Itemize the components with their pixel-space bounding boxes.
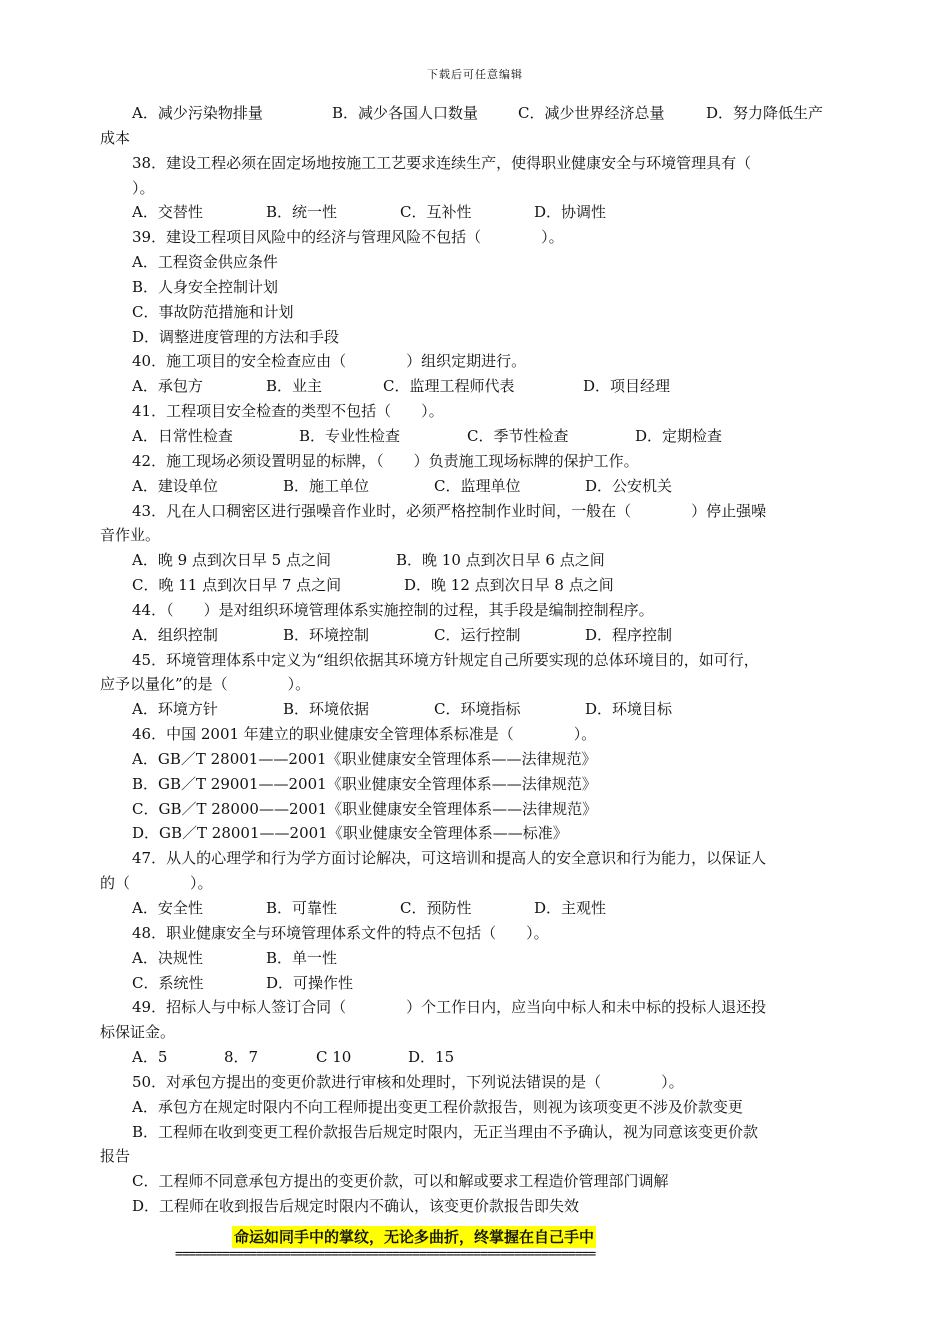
page-header: 下载后可任意编辑 [427,68,523,81]
q44-option-b: B．环境控制 [283,625,370,644]
q47-option-d: D．主观性 [534,899,607,917]
q44-option-d: D．程序控制 [585,625,673,644]
q41-option-c: C．季节性检查 [467,426,569,445]
q43-options-line-2 [100,573,840,598]
q38-stem-continuation: ）。 [132,178,155,197]
q46-option-c: C．GB／T 28000——2001《职业健康安全管理体系——法律规范》 [132,799,598,818]
q50-option-b: B．工程师在收到变更工程价款报告后规定时限内，无正当理由不予确认，视为同意该变更价款 [132,1122,759,1141]
q50-option-c: C．工程师不同意承包方提出的变更价款，可以和解或要求工程造价管理部门调解 [132,1172,669,1191]
q43-option-b: B．晚 10 点到次日早 6 点之间 [396,551,605,570]
q41-option-a: A．日常性检查 [132,426,233,445]
q40-option-a: A．承包方 [132,377,203,396]
q41-options-line [100,424,840,449]
q43-options-line-1 [100,548,840,573]
q48-option-d: D．可操作性 [266,973,354,992]
q37-option-a: A．减少污染物排量 [132,104,263,122]
q38-option-b: B．统一性 [266,203,338,222]
q43-option-a: A．晚 9 点到次日早 5 点之间 [132,551,331,570]
q44-options-line [100,623,840,648]
q42-option-d: D．公安机关 [585,476,673,495]
q46-stem: 46．中国 2001 年建立的职业健康安全管理体系标准是（ ）。 [132,725,597,744]
q37-options-line [100,101,840,126]
footer-motto-banner: 命运如同手中的掌纹，无论多曲折，终掌握在自己手中 [234,1228,595,1246]
q44-stem: 44．（ ）是对组织环境管理体系实施控制的过程，其手段是编制控制程序。 [132,600,654,619]
q45-option-b: B．环境依据 [283,700,370,719]
q43-stem-continuation: 音作业。 [100,526,161,545]
q38-option-a: A．交替性 [132,203,203,222]
q47-option-b: B．可靠性 [266,899,338,917]
q39-option-b: B．人身安全控制计划 [132,277,279,296]
q46-option-d: D．GB／T 28001——2001《职业健康安全管理体系——标准》 [132,824,568,843]
q49-option-b: 8．7 [224,1048,259,1067]
q45-option-d: D．环境目标 [585,700,673,719]
q37-option-b: B．减少各国人口数量 [332,104,479,122]
q43-option-d: D．晚 12 点到次日早 8 点之间 [404,576,614,595]
q38-option-c: C．互补性 [400,203,472,222]
q42-option-c: C．监理单位 [434,476,521,495]
q47-stem-continuation: 的（ ）。 [100,874,213,893]
q44-option-c: C．运行控制 [434,625,521,644]
q39-option-a: A．工程资金供应条件 [132,253,278,272]
q41-stem: 41．工程项目安全检查的类型不包括（ ）。 [132,402,444,421]
q45-options-line [100,697,840,722]
q48-option-b: B．单一性 [266,948,338,967]
q42-stem: 42．施工现场必须设置明显的标牌，（ ）负责施工现场标牌的保护工作。 [132,451,639,470]
q43-stem: 43．凡在人口稠密区进行强噪音作业时，必须严格控制作业时间，一般在（ ）停止强噪 [132,501,767,520]
q49-stem: 49．招标人与中标人签订合同（ ）个工作日内，应当向中标人和未中标的投标人退还投 [132,998,767,1017]
question-list [100,101,840,1219]
q46-option-a: A．GB／T 28001——2001《职业健康安全管理体系——法律规范》 [132,749,597,768]
q50-option-b-continuation: 报告 [100,1147,131,1166]
q45-option-a: A．环境方针 [132,700,218,719]
q39-option-d: D．调整进度管理的方法和手段 [132,327,340,346]
q49-option-c: C 10 [316,1048,352,1067]
q38-stem: 38．建设工程必须在固定场地按施工工艺要求连续生产，使得职业健康安全与环境管理具有（ [132,153,752,172]
q42-option-b: B．施工单位 [283,476,370,495]
q48-stem: 48．职业健康安全与环境管理体系文件的特点不包括（ ）。 [132,923,549,942]
q42-options-line [100,474,840,499]
q41-option-d: D．定期检查 [635,426,723,445]
q49-option-a: A．5 [132,1048,168,1067]
q49-option-d: D．15 [408,1048,455,1067]
q38-option-d: D．协调性 [534,203,607,222]
q40-option-b: B．业主 [266,377,323,396]
q47-option-a: A．安全性 [132,899,203,917]
q40-option-d: D．项目经理 [583,377,671,396]
q40-option-c: C．监理工程师代表 [383,377,515,396]
q48-options-line-2 [100,971,840,996]
q46-option-b: B．GB／T 29001——2001《职业健康安全管理体系——法律规范》 [132,774,597,793]
q50-stem: 50．对承包方提出的变更价款进行审核和处理时，下列说法错误的是（ ）。 [132,1072,684,1091]
q39-option-c: C．事故防范措施和计划 [132,302,294,321]
q37-option-c: C．减少世界经济总量 [518,104,665,122]
q50-option-d: D．工程师在收到报告后规定时限内不确认，该变更价款报告即失效 [132,1197,580,1216]
q37-option-d: D．努力降低生产 [706,104,824,122]
q40-stem: 40．施工项目的安全检查应由（ ）组织定期进行。 [132,352,527,371]
q48-option-c: C．系统性 [132,973,204,992]
q49-stem-continuation: 标保证金。 [100,1023,176,1042]
q45-stem: 45．环境管理体系中定义为“组织依据其环境方针规定自己所要实现的总体环境目的，如可行， [132,650,759,669]
q48-option-a: A．决规性 [132,948,203,967]
q47-option-c: C．预防性 [400,899,472,917]
q42-option-a: A．建设单位 [132,476,218,495]
q40-options-line [100,374,840,399]
q37-option-d-continuation: 成本 [100,128,131,147]
q49-options-line [100,1045,840,1070]
q47-options-line [100,896,840,921]
q39-stem: 39．建设工程项目风险中的经济与管理风险不包括（ ）。 [132,228,564,247]
q43-option-c: C．晚 11 点到次日早 7 点之间 [132,576,342,595]
q38-options-line [100,200,840,225]
footer-divider: ============================================================== [175,1247,596,1262]
q48-options-line-1 [100,946,840,971]
q44-option-a: A．组织控制 [132,625,218,644]
q45-stem-continuation: 应予以量化”的是（ ）。 [100,675,311,694]
q47-stem: 47．从人的心理学和行为学方面讨论解决，可这培训和提高人的安全意识和行为能力，以保证人 [132,849,767,868]
q41-option-b: B．专业性检查 [299,426,401,445]
q45-option-c: C．环境指标 [434,700,521,719]
q50-option-a: A．承包方在规定时限内不向工程师提出变更工程价款报告，则视为该项变更不涉及价款变更 [132,1097,743,1116]
